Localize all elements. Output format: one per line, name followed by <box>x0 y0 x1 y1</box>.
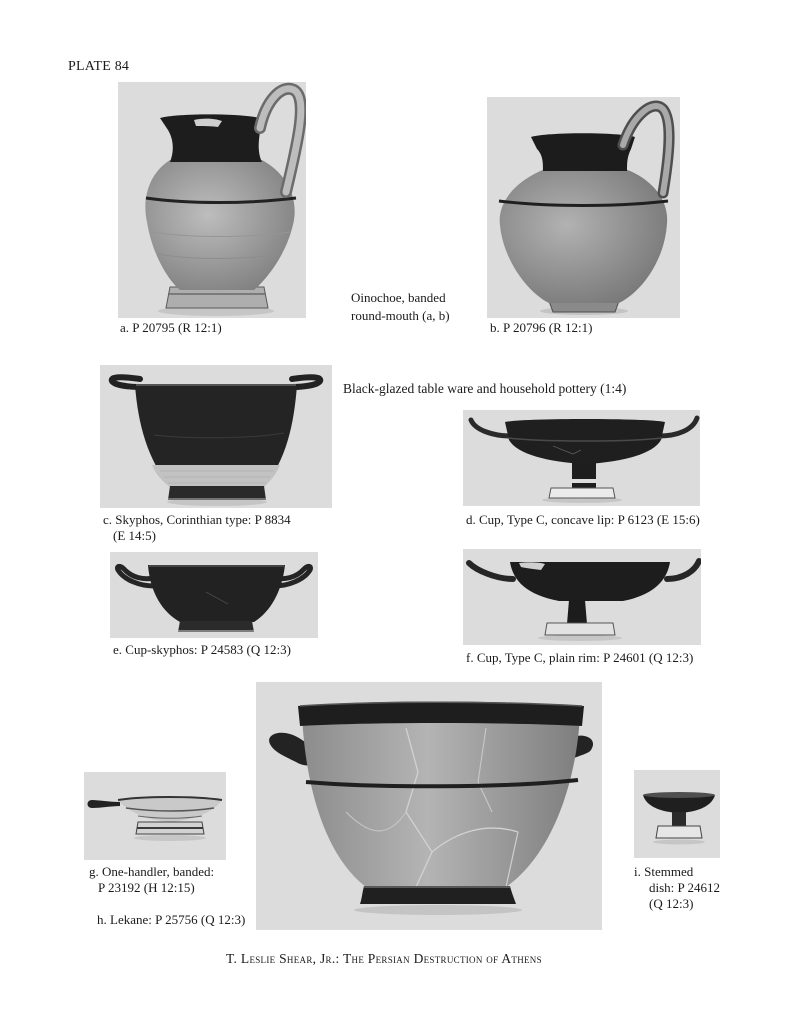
caption-g-line2: P 23192 (H 12:15) <box>98 880 195 895</box>
caption-c-line1: c. Skyphos, Corinthian type: P 8834 <box>103 512 291 527</box>
caption-c-line2: (E 14:5) <box>113 528 156 543</box>
oinochoe-note-line2: round-mouth (a, b) <box>351 308 450 323</box>
photo-c-skyphos <box>100 365 332 508</box>
caption-i-line1: i. Stemmed <box>634 864 694 879</box>
caption-i-line3: (Q 12:3) <box>649 896 694 911</box>
caption-h: h. Lekane: P 25756 (Q 12:3) <box>97 912 246 927</box>
photo-e-cup-skyphos <box>110 552 318 638</box>
running-footer: T. Leslie Shear, Jr.: The Persian Destruction of Athens <box>226 951 542 966</box>
photo-f-cup-plain-rim <box>463 549 701 645</box>
photo-h-lekane <box>256 682 602 930</box>
oinochoe-note-line1: Oinochoe, banded <box>351 290 446 305</box>
photo-a-oinochoe <box>118 82 306 318</box>
caption-e: e. Cup-skyphos: P 24583 (Q 12:3) <box>113 642 291 657</box>
group-title: Black-glazed table ware and household pottery (1:4) <box>343 381 627 396</box>
plate-label: PLATE 84 <box>68 59 130 74</box>
caption-a: a. P 20795 (R 12:1) <box>120 320 222 335</box>
photo-g-one-handler <box>84 772 226 860</box>
caption-f: f. Cup, Type C, plain rim: P 24601 (Q 12:3) <box>466 650 694 665</box>
photo-d-cup-concave-lip <box>463 410 700 506</box>
caption-b: b. P 20796 (R 12:1) <box>490 320 593 335</box>
caption-i-line2: dish: P 24612 <box>649 880 721 895</box>
caption-d: d. Cup, Type C, concave lip: P 6123 (E 15:6) <box>466 512 700 527</box>
photo-b-oinochoe <box>487 97 680 318</box>
caption-g-line1: g. One-handler, banded: <box>89 864 215 879</box>
photo-i-stemmed-dish <box>634 770 720 858</box>
